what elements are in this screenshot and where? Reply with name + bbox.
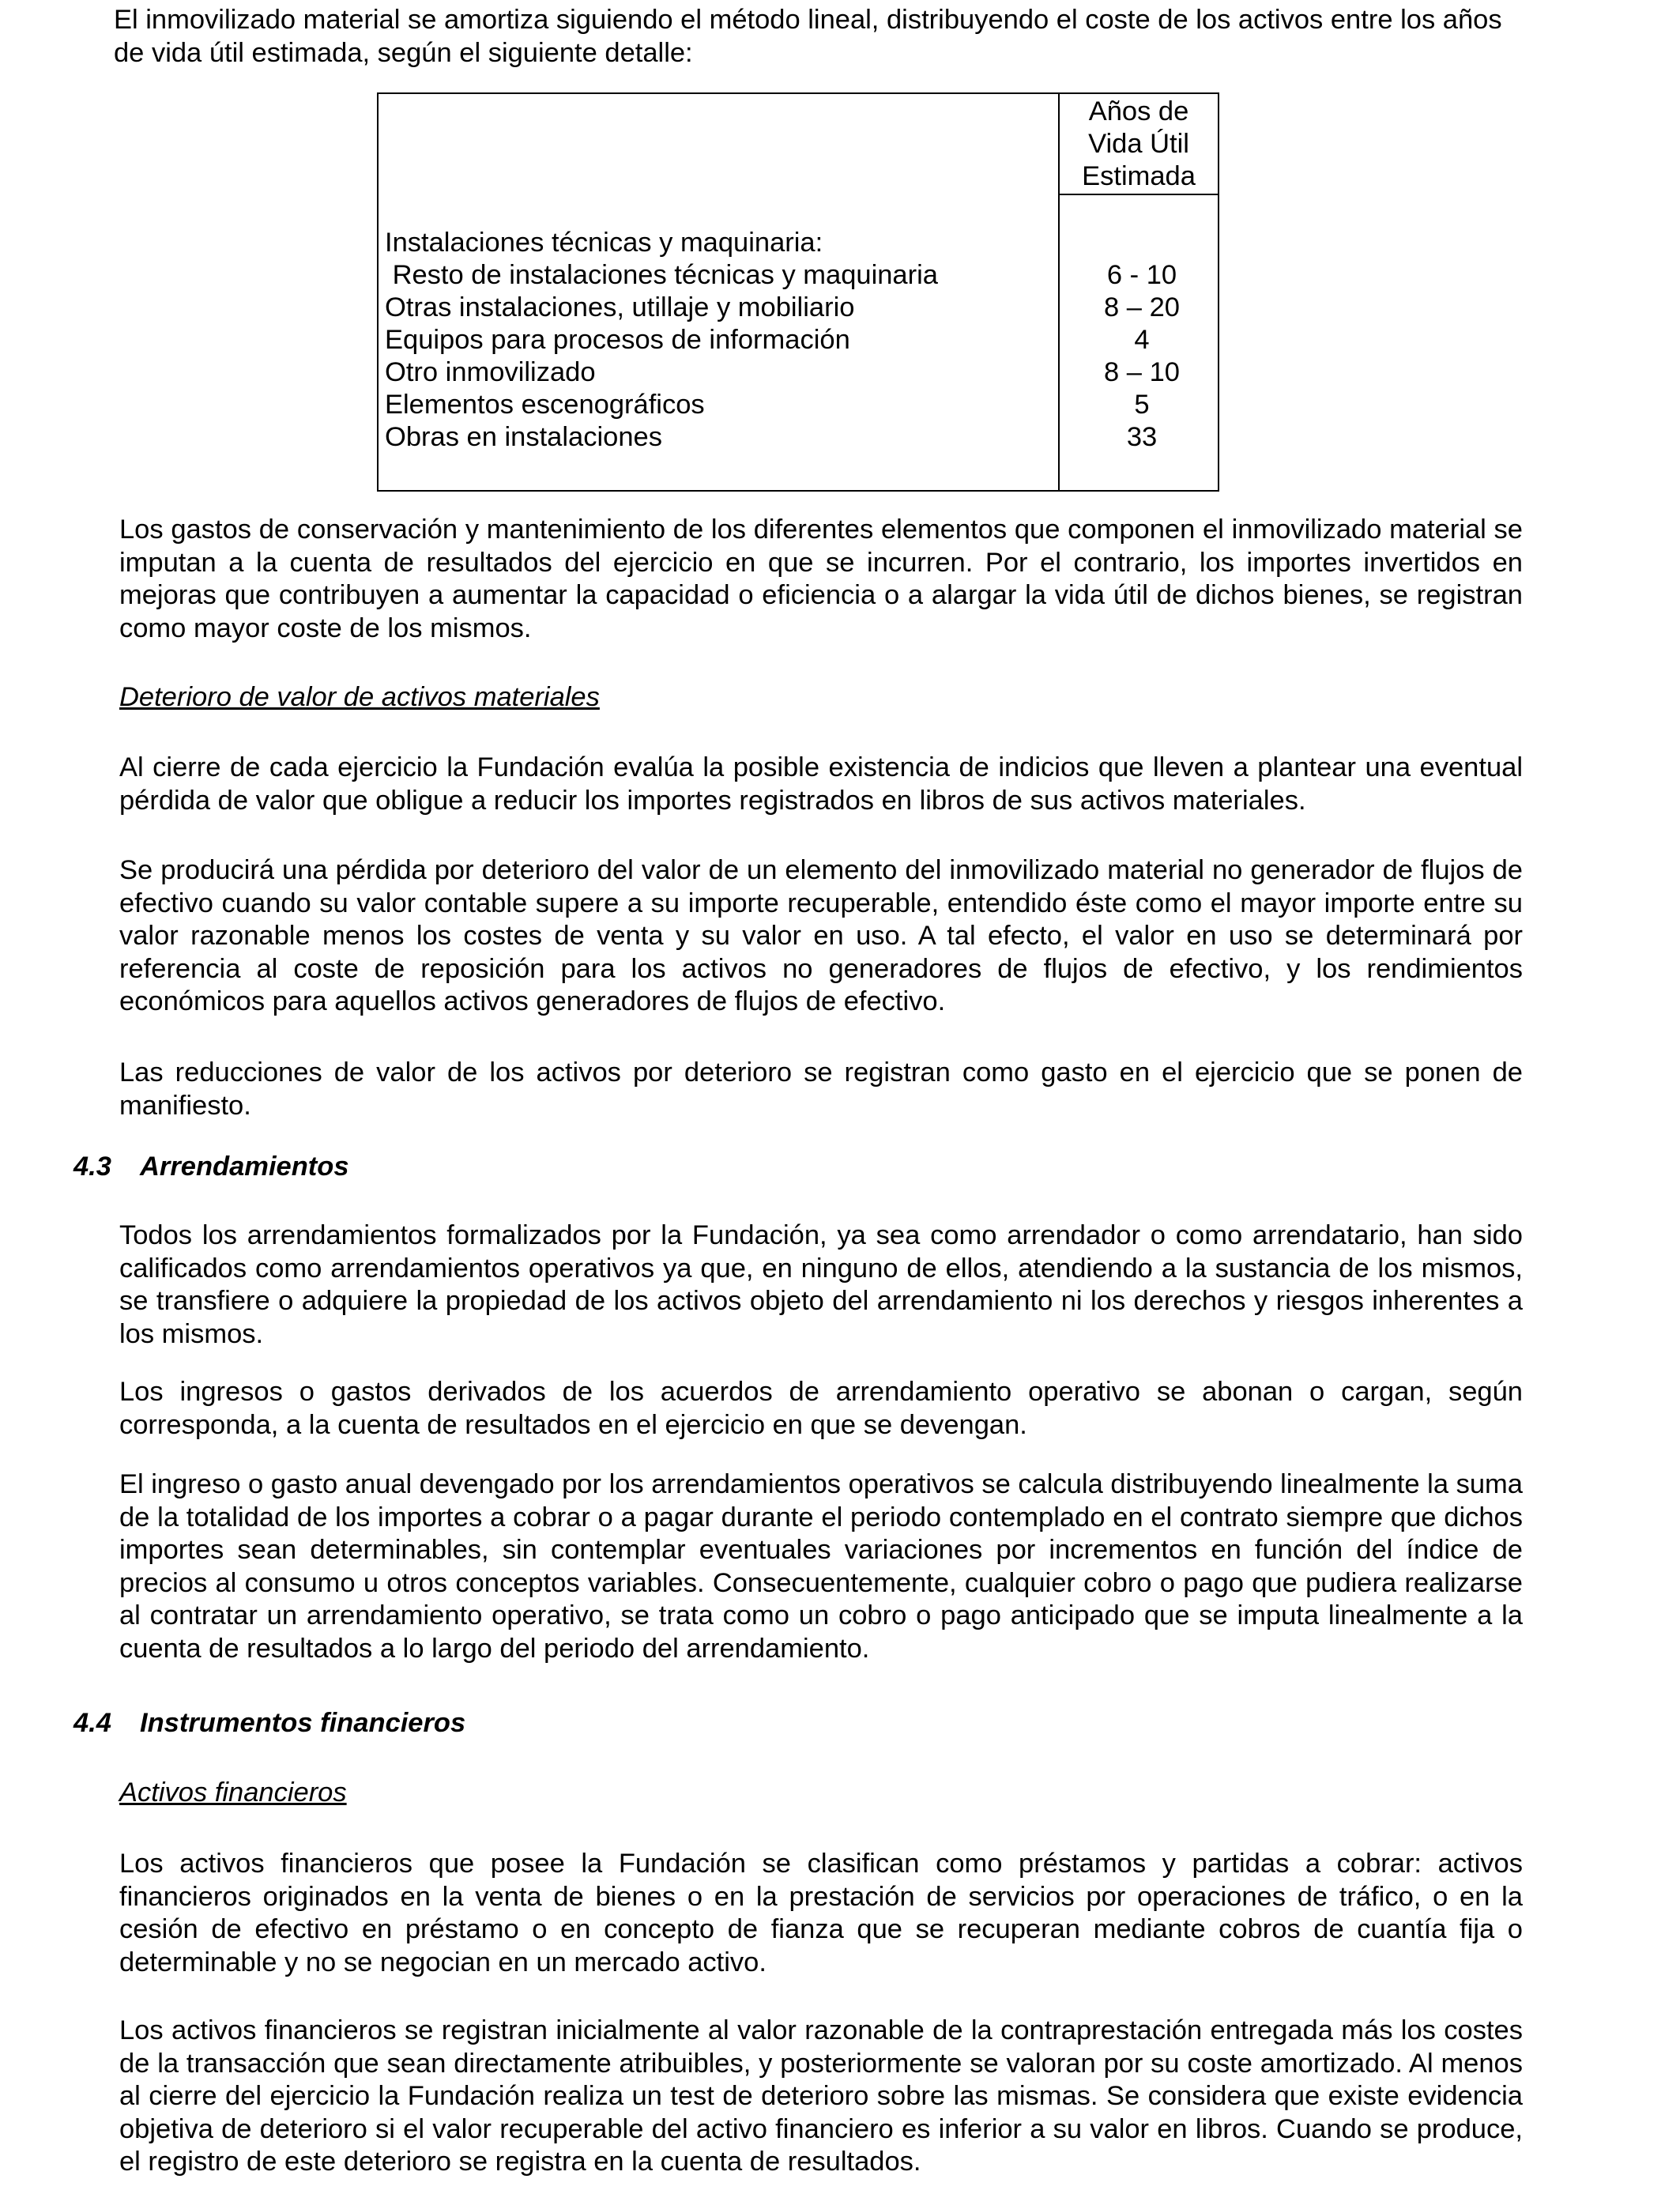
intro-paragraph: El inmovilizado material se amortiza siguiendo el método lineal, distribuyendo el coste de los activos entre los años de vida útil estimada, según el siguiente detalle:: [114, 5, 1502, 68]
section-title: Instrumentos financieros: [140, 1708, 466, 1738]
asset-label: Otras instalaciones, utillaje y mobiliario: [385, 292, 855, 322]
lease-accrual-paragraph: El ingreso o gasto anual devengado por los arrendamientos operativos se calcula distribuyendo linealmente la suma de la totalidad de los importes a cobrar o a pagar durante el periodo contemplado en el contrato siempre que dichos importes sean determinables, sin contemplar eventuales variaciones por incrementos en función del índice de precios al consumo u otros conceptos variables. Consecuentemente, cualquier cobro o pago que pudiera realizarse al contratar un arrendamiento operativo, se trata como un cobro o pago anticipado que se imputa linealmente a la cuenta de resultados a lo largo del periodo del arrendamiento.: [119, 1469, 1523, 1664]
asset-label: Resto de instalaciones técnicas y maquinaria: [385, 260, 938, 290]
column-header-line-2: Vida Útil: [1088, 129, 1189, 159]
years-value: 33: [1126, 422, 1158, 452]
years-value: 4: [1134, 325, 1150, 355]
column-header-line-3: Estimada: [1082, 161, 1196, 191]
section-heading-leases: [73, 1151, 349, 1184]
subheading-financial-assets: Activos financieros: [119, 1777, 347, 1808]
impairment-expense-paragraph: Las reducciones de valor de los activos por deterioro se registran como gasto en el ejercicio que se ponen de manifiesto.: [119, 1057, 1523, 1121]
column-header-line-1: Años de: [1088, 96, 1189, 126]
impairment-review-paragraph: Al cierre de cada ejercicio la Fundación evalúa la posible existencia de indicios que lleven a plantear una eventual pérdida de valor que obligue a reducir los importes registrados en libros de sus activos materiales.: [119, 752, 1523, 816]
asset-label: Obras en instalaciones: [385, 422, 662, 452]
table-row: [385, 227, 1218, 259]
asset-label: Elementos escenográficos: [385, 390, 705, 420]
table-row: [385, 421, 1218, 454]
table-row: [385, 259, 1218, 292]
years-value: 6 - 10: [1106, 260, 1177, 290]
section-number: 4.3: [73, 1152, 111, 1182]
table-row: [385, 389, 1218, 421]
maintenance-paragraph: Los gastos de conservación y mantenimiento de los diferentes elementos que componen el inmovilizado material se imputan a la cuenta de resultados del ejercicio en que se incurren. Por el contrario, los importes invertidos en mejoras que contribuyen a aumentar la capacidad o eficiencia o a alargar la vida útil de dichos bienes, se registran como mayor coste de los mismos.: [119, 515, 1523, 643]
table-row: [385, 324, 1218, 356]
table-row: [385, 292, 1218, 324]
years-value: 8 – 20: [1104, 292, 1180, 322]
leases-classification-paragraph: Todos los arrendamientos formalizados por la Fundación, ya sea como arrendador o como arrendatario, han sido calificados como arrendamientos operativos ya que, en ninguno de ellos, atendiendo a la sustancia de los mismos, se transfiere o adquiere la propiedad de los activos objeto del arrendamiento ni los derechos y riesgos inherentes a los mismos.: [119, 1220, 1523, 1349]
asset-label: Otro inmovilizado: [385, 357, 596, 387]
financial-assets-measurement-paragraph: Los activos financieros se registran inicialmente al valor razonable de la contraprestación entregada más los costes de la transacción que sean directamente atribuibles, y posteriormente se valoran por su coste amortizado. Al menos al cierre del ejercicio la Fundación realiza un test de deterioro sobre las mismas. Se considera que existe evidencia objetiva de deterioro si el valor recuperable del activo financiero es inferior a su valor en libros. Cuando se produce, el registro de este deterioro se registra en la cuenta de resultados.: [119, 2015, 1523, 2177]
years-value: 8 – 10: [1104, 357, 1180, 387]
lease-income-paragraph: Los ingresos o gastos derivados de los acuerdos de arrendamiento operativo se abonan o cargan, según corresponda, a la cuenta de resultados en el ejercicio en que se devengan.: [119, 1377, 1523, 1440]
financial-assets-classification-paragraph: Los activos financieros que posee la Fundación se clasifican como préstamos y partidas a cobrar: activos financieros originados en la venta de bienes o en la prestación de servicios por operaciones de tráfico, o en la cesión de efectivo en préstamo o en concepto de fianza que se recuperan mediante cobros de cuantía fija o determinable y no se negocian en un mercado activo.: [119, 1849, 1523, 1977]
table-row: [385, 356, 1218, 389]
subheading-impairment: Deterioro de valor de activos materiales: [119, 682, 600, 712]
section-title: Arrendamientos: [140, 1152, 349, 1182]
section-number: 4.4: [73, 1708, 111, 1738]
useful-life-table: [377, 92, 1219, 492]
impairment-loss-paragraph: Se producirá una pérdida por deterioro del valor de un elemento del inmovilizado material no generador de flujos de efectivo cuando su valor contable supere a su importe recuperable, entendido éste como el mayor importe entre su valor razonable menos los costes de venta y su valor en uso. A tal efecto, el valor en uso se determinará por referencia al coste de reposición para los activos no generadores de flujos de efectivo, y los rendimientos económicos para aquellos activos generadores de flujos de efectivo.: [119, 855, 1523, 1016]
asset-label: Equipos para procesos de información: [385, 325, 850, 355]
table-column-header: [1060, 96, 1218, 193]
table-body: [385, 227, 1218, 454]
years-value: 5: [1134, 390, 1150, 420]
table-header-divider: [1058, 194, 1218, 195]
section-heading-financial-instruments: [73, 1707, 465, 1740]
asset-label: Instalaciones técnicas y maquinaria:: [385, 228, 823, 258]
